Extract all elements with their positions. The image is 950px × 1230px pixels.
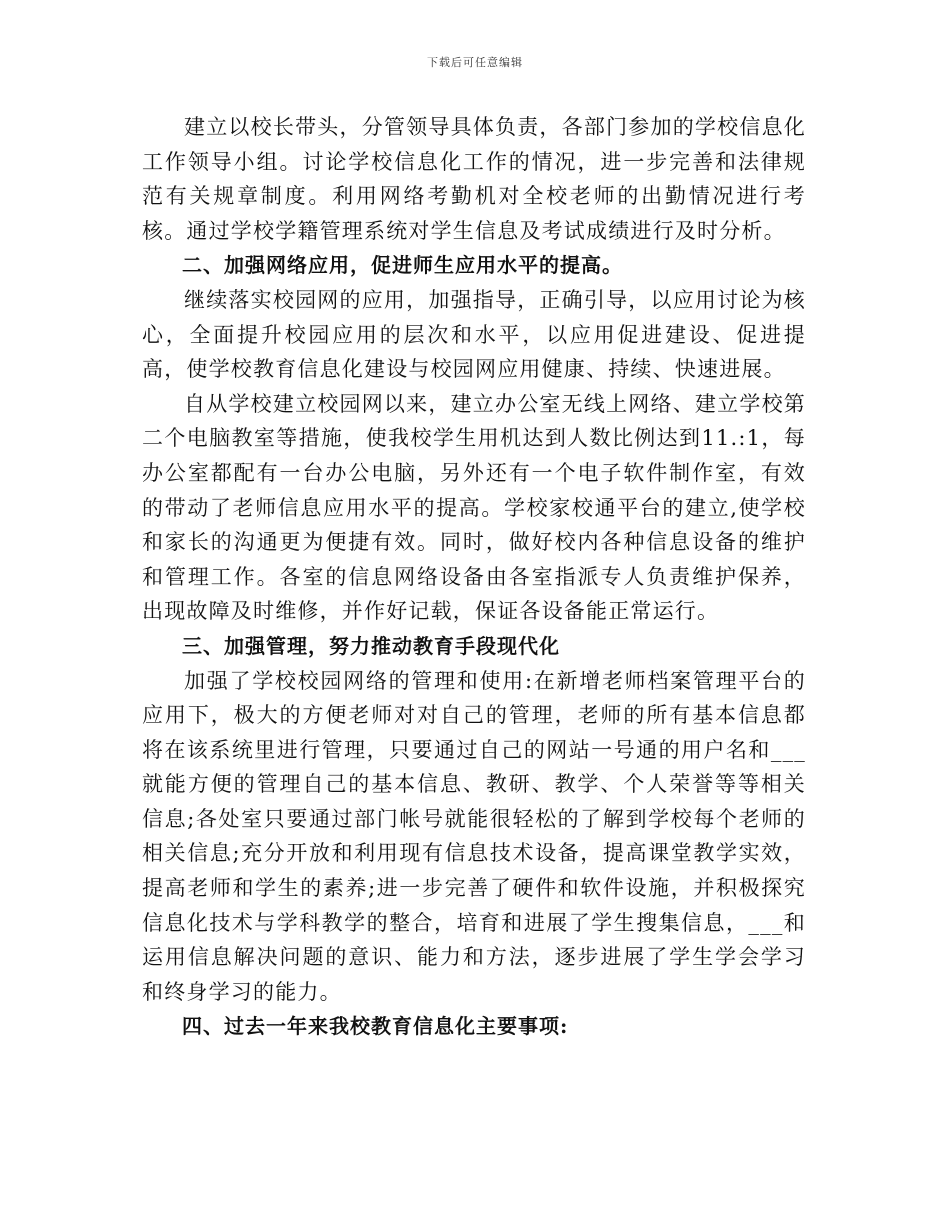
section-heading-2: 二、加强网络应用，促进师生应用水平的提高。: [182, 253, 623, 278]
paragraph-leadership-group: 建立以校长带头，分管领导具体负责，各部门参加的学校信息化工作领导小组。讨论学校信息化工作的情况，进一步完善和法律规范有关规章制度。利用网络考勤机对全校老师的出勤情况进行考核。通过学校学籍管理系统对学生信息及考试成绩进行及时分析。: [142, 115, 806, 243]
section-heading-4: 四、过去一年来我校教育信息化主要事项:: [182, 1014, 569, 1039]
page-header-note: 下载后可任意编辑: [427, 56, 523, 69]
paragraph-network-construction: 自从学校建立校园网以来，建立办公室无线上网络、建立学校第二个电脑教室等措施，使我校学生用机达到人数比例达到11.:1，每办公室都配有一台办公电脑，另外还有一个电子软件制作室，有效的带动了老师信息应用水平的提高。学校家校通平台的建立,使学校和家长的沟通更为便捷有效。同时，做好校内各种信息设备的维护和管理工作。各室的信息网络设备由各室指派专人负责维护保养，出现故障及时维修，并作好记载，保证各设备能正常运行。: [142, 391, 806, 624]
document-body: [142, 110, 806, 1044]
paragraph-campus-network-application: 继续落实校园网的应用，加强指导，正确引导，以应用讨论为核心，全面提升校园应用的层次和水平，以应用促进建设、促进提高，使学校教育信息化建设与校园网应用健康、持续、快速进展。: [142, 287, 806, 382]
section-heading-3: 三、加强管理，努力推动教育手段现代化: [182, 633, 560, 658]
paragraph-network-management: 加强了学校校园网络的管理和使用:在新增老师档案管理平台的应用下，极大的方便老师对对自己的管理，老师的所有基本信息都将在该系统里进行管理，只要通过自己的网站一号通的用户名和___就能方便的管理自己的基本信息、教研、教学、个人荣誉等等相关信息;各处室只要通过部门帐号就能很轻松的了解到学校每个老师的相关信息;充分开放和利用现有信息技术设备，提高课堂教学实效，提高老师和学生的素养;进一步完善了硬件和软件设施，并积极探究信息化技术与学科教学的整合，培育和进展了学生搜集信息，___和运用信息解决问题的意识、能力和方法，逐步进展了学生学会学习和终身学习的能力。: [142, 668, 806, 1004]
